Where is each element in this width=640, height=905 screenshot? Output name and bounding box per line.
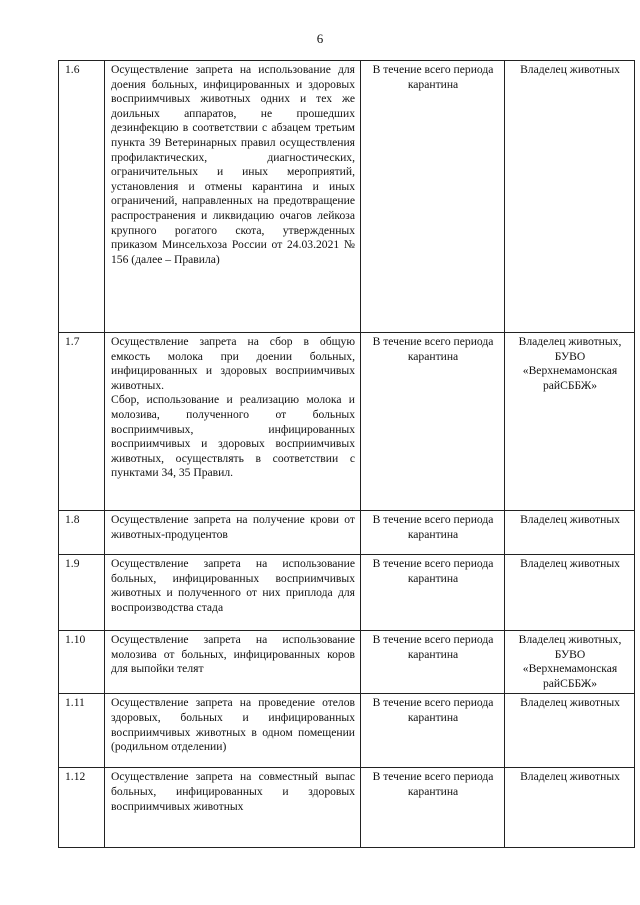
responsible-cell	[505, 631, 635, 694]
responsible-line: Владелец животных	[520, 63, 620, 76]
table-row	[59, 555, 635, 631]
responsible-line: Владелец животных	[520, 513, 620, 526]
responsible-cell	[505, 333, 635, 511]
term-cell: В течение всего периода карантина	[361, 555, 505, 631]
term-cell: В течение всего периода карантина	[361, 768, 505, 848]
table-row	[59, 61, 635, 333]
page-number: 6	[316, 31, 324, 46]
responsible-line: БУВО	[554, 349, 586, 363]
row-number: 1.6	[59, 61, 105, 333]
measure-paragraph: Осуществление запрета на использование больных, инфицированных восприимчивых животных и полученного от них приплода для воспроизводства стада	[111, 557, 355, 614]
table-row	[59, 333, 635, 511]
table-row	[59, 631, 635, 694]
row-number: 1.11	[59, 694, 105, 768]
term-cell: В течение всего периода карантина	[361, 631, 505, 694]
measure-paragraph: Осуществление запрета на сбор в общую емкость молока при доении больных, инфицированных и здоровых восприимчивых животных.	[111, 335, 355, 392]
responsible-cell	[505, 768, 635, 848]
responsible-cell	[505, 61, 635, 333]
measure-text	[105, 768, 361, 848]
term-cell: В течение всего периода карантина	[361, 333, 505, 511]
responsible-cell	[505, 694, 635, 768]
term-cell: В течение всего периода карантина	[361, 61, 505, 333]
measure-text	[105, 61, 361, 333]
row-number: 1.10	[59, 631, 105, 694]
responsible-cell	[505, 511, 635, 555]
responsible-line: БУВО	[554, 647, 586, 661]
responsible-line: Владелец животных,	[518, 335, 622, 348]
table-row	[59, 511, 635, 555]
row-number: 1.7	[59, 333, 105, 511]
measure-text	[105, 631, 361, 694]
row-number: 1.8	[59, 511, 105, 555]
term-cell: В течение всего периода карантина	[361, 694, 505, 768]
table-row	[59, 694, 635, 768]
responsible-line: Владелец животных	[520, 696, 620, 710]
responsible-cell	[505, 555, 635, 631]
table-row	[59, 768, 635, 848]
measure-paragraph: Сбор, использование и реализацию молока и молозива, полученного от больных восприимчивых, инфицированных восприимчивых и здоровых восприимчивых животных, осуществлять в соответствии с пунктами 34, 35 Правил.	[111, 393, 355, 480]
responsible-line: Владелец животных	[520, 557, 620, 570]
term-cell: В течение всего периода карантина	[361, 511, 505, 555]
measure-paragraph: Осуществление запрета на использование для доения больных, инфицированных и здоровых восприимчивых животных одних и тех же доильных аппаратов, не прошедших дезинфекцию в соответствии с абзацем третьим пункта 39 Ветеринарных правил осуществления профилактических, диагностических, ограничительных и иных мероприятий, установления и отмены карантина и иных ограничений, направленных на предотвращение распространения и ликвидацию очагов лейкоза крупного рогатого скота, утвержденных приказом Минсельхоза России от 24.03.2021 № 156 (далее – Правила)	[111, 63, 355, 266]
row-number: 1.12	[59, 768, 105, 848]
responsible-line: Владелец животных	[520, 770, 620, 784]
responsible-line: «Верхнемамонская райСББЖ»	[522, 662, 618, 690]
row-number: 1.9	[59, 555, 105, 631]
measure-paragraph: Осуществление запрета на проведение отелов здоровых, больных и инфицированных восприимчивых животных в одном помещении (родильном отделении)	[111, 696, 355, 754]
measure-paragraph: Осуществление запрета на получение крови от животных-продуцентов	[111, 513, 355, 541]
measures-table	[58, 60, 635, 848]
measure-text	[105, 694, 361, 768]
measure-text	[105, 511, 361, 555]
measure-paragraph: Осуществление запрета на совместный выпас больных, инфицированных и здоровых восприимчивых животных	[111, 770, 355, 813]
measure-text	[105, 333, 361, 511]
measure-paragraph: Осуществление запрета на использование молозива от больных, инфицированных коров для выпойки телят	[111, 633, 355, 676]
responsible-line: Владелец животных,	[518, 633, 622, 646]
responsible-line: «Верхнемамонская райСББЖ»	[522, 364, 618, 392]
measure-text	[105, 555, 361, 631]
